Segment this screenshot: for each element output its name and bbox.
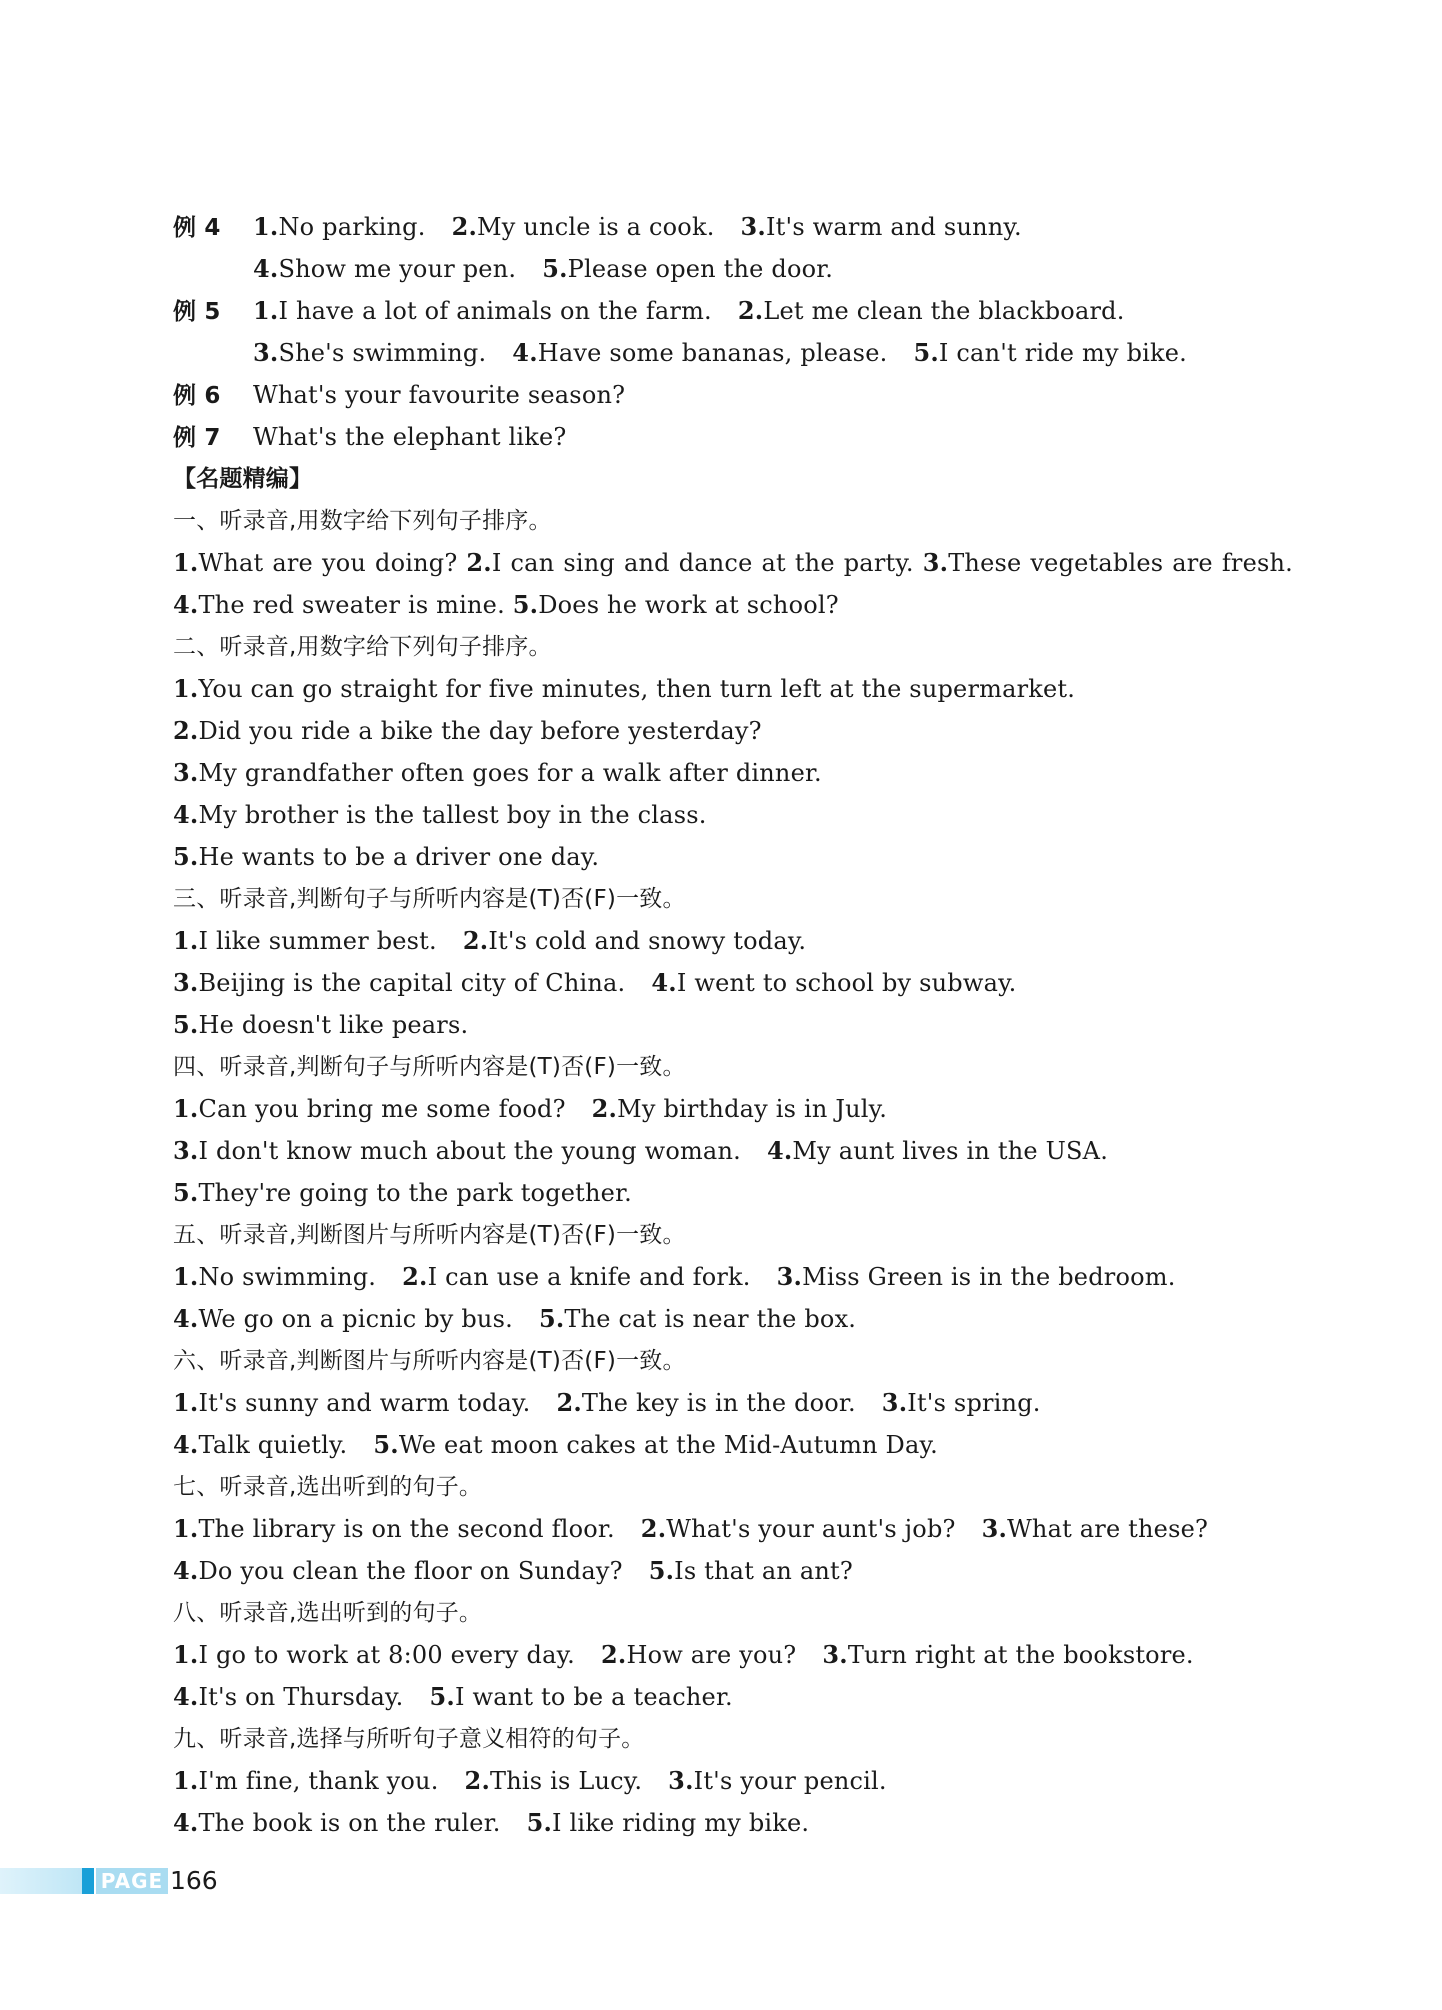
example-4-line-2 xyxy=(173,248,1293,290)
part-4-line-3 xyxy=(173,1172,1293,1214)
part-2-line-2 xyxy=(173,710,1293,752)
part-7-line-1 xyxy=(173,1508,1293,1550)
sentence: 3.Turn right at the bookstore. xyxy=(822,1640,1194,1669)
sentence: 2.What's your aunt's job? xyxy=(640,1514,956,1543)
sentence: 2.My uncle is a cook. xyxy=(451,212,715,241)
sentence: 3.Beijing is the capital city of China. xyxy=(173,968,626,997)
sentence: 5.Is that an ant? xyxy=(648,1556,853,1585)
part-4-line-2 xyxy=(173,1130,1293,1172)
sentence: 3.It's warm and sunny. xyxy=(740,212,1022,241)
sentence: 1.I go to work at 8:00 every day. xyxy=(173,1640,575,1669)
part-2-line-5 xyxy=(173,836,1293,878)
example-5-line-2 xyxy=(173,332,1293,374)
sentence: 2.Let me clean the blackboard. xyxy=(737,296,1125,325)
sentence: 2.I can use a knife and fork. xyxy=(402,1262,751,1291)
part-2-heading: 二、听录音,用数字给下列句子排序。 xyxy=(173,634,552,660)
sentence: 5.I can't ride my bike. xyxy=(913,338,1187,367)
example-label: 例 6 xyxy=(173,383,221,409)
sentence: 3.She's swimming. xyxy=(253,338,487,367)
part-5-line-2 xyxy=(173,1298,1293,1340)
sentence: 4.Talk quietly. xyxy=(173,1430,348,1459)
part-2-line-1 xyxy=(173,668,1293,710)
sentence: 2.The key is in the door. xyxy=(556,1388,856,1417)
sentence: What's your favourite season? xyxy=(253,381,626,409)
sentence: 4.My aunt lives in the USA. xyxy=(766,1136,1109,1165)
sentence: 4.I went to school by subway. xyxy=(651,968,1017,997)
part-3-line-1 xyxy=(173,920,1293,962)
section-title: 【名题精编】 xyxy=(173,466,313,492)
sentence: 5.He wants to be a driver one day. xyxy=(173,842,600,871)
part-4-line-1 xyxy=(173,1088,1293,1130)
page-content xyxy=(173,206,1293,1844)
sentence: 4.Do you clean the floor on Sunday? xyxy=(173,1556,623,1585)
part-6-line-1 xyxy=(173,1382,1293,1424)
example-4-line-1 xyxy=(173,206,1293,248)
sentence: 1.No parking. xyxy=(253,212,426,241)
part-8-line-2 xyxy=(173,1676,1293,1718)
sentence: 1.I have a lot of animals on the farm. xyxy=(253,296,712,325)
part-3-line-2 xyxy=(173,962,1293,1004)
sentence: 4.Have some bananas, please. xyxy=(512,338,888,367)
sentence: 1.Can you bring me some food? xyxy=(173,1094,566,1123)
sentence: 3.It's your pencil. xyxy=(668,1766,887,1795)
part-6-line-2 xyxy=(173,1424,1293,1466)
sentence: 4.Show me your pen. xyxy=(253,254,517,283)
part-8-heading: 八、听录音,选出听到的句子。 xyxy=(173,1600,483,1626)
sentence: 4.The book is on the ruler. xyxy=(173,1808,501,1837)
part-2-line-4 xyxy=(173,794,1293,836)
sentence: 2.It's cold and snowy today. xyxy=(462,926,807,955)
example-label: 例 7 xyxy=(173,425,221,451)
page-word-label: PAGE xyxy=(96,1868,168,1894)
sentence: 5.I want to be a teacher. xyxy=(429,1682,733,1711)
sentence: 4.It's on Thursday. xyxy=(173,1682,404,1711)
part-2-line-3 xyxy=(173,752,1293,794)
part-9-heading: 九、听录音,选择与所听句子意义相符的句子。 xyxy=(173,1726,645,1752)
part-6-heading: 六、听录音,判断图片与所听内容是(T)否(F)一致。 xyxy=(173,1348,686,1374)
sentence: 5.They're going to the park together. xyxy=(173,1178,632,1207)
part-3-line-3 xyxy=(173,1004,1293,1046)
sentence: 1.I'm fine, thank you. xyxy=(173,1766,439,1795)
example-6 xyxy=(173,374,1293,416)
sentence: 1.The library is on the second floor. xyxy=(173,1514,615,1543)
sentence: 2.How are you? xyxy=(600,1640,797,1669)
example-7 xyxy=(173,416,1293,458)
example-label: 例 4 xyxy=(173,215,221,241)
sentence: 5.I like riding my bike. xyxy=(526,1808,810,1837)
sentence: 1.I like summer best. xyxy=(173,926,437,955)
part-5-line-1 xyxy=(173,1256,1293,1298)
part-1-sentences: 1.What are you doing? 2.I can sing and dance at the party. 3.These vegetables are fresh. 4.The red sweater is mine. 5.Does he work at school? xyxy=(173,548,1294,619)
sentence: 3.My grandfather often goes for a walk after dinner. xyxy=(173,758,822,787)
sentence: 2.My birthday is in July. xyxy=(591,1094,888,1123)
sentence: 3.I don't know much about the young woman. xyxy=(173,1136,741,1165)
sentence: What's the elephant like? xyxy=(253,423,567,451)
part-8-line-1 xyxy=(173,1634,1293,1676)
page-footer xyxy=(0,1864,240,1896)
sentence: 5.We eat moon cakes at the Mid-Autumn Day. xyxy=(373,1430,938,1459)
sentence: 1.No swimming. xyxy=(173,1262,377,1291)
sentence: 5.Please open the door. xyxy=(542,254,834,283)
footer-accent-mark xyxy=(82,1868,94,1894)
part-3-heading: 三、听录音,判断句子与所听内容是(T)否(F)一致。 xyxy=(173,886,686,912)
sentence: 2.This is Lucy. xyxy=(464,1766,643,1795)
sentence: 1.You can go straight for five minutes, then turn left at the supermarket. xyxy=(173,674,1076,703)
example-5-line-1 xyxy=(173,290,1293,332)
sentence: 4.We go on a picnic by bus. xyxy=(173,1304,513,1333)
sentence: 3.Miss Green is in the bedroom. xyxy=(776,1262,1176,1291)
sentence: 1.It's sunny and warm today. xyxy=(173,1388,531,1417)
part-5-heading: 五、听录音,判断图片与所听内容是(T)否(F)一致。 xyxy=(173,1222,686,1248)
part-7-heading: 七、听录音,选出听到的句子。 xyxy=(173,1474,483,1500)
sentence: 4.My brother is the tallest boy in the class. xyxy=(173,800,707,829)
footer-decoration-bar xyxy=(0,1868,82,1894)
part-7-line-2 xyxy=(173,1550,1293,1592)
page-number: 166 xyxy=(170,1866,218,1895)
part-1-heading: 一、听录音,用数字给下列句子排序。 xyxy=(173,508,552,534)
sentence: 5.He doesn't like pears. xyxy=(173,1010,469,1039)
sentence: 3.What are these? xyxy=(981,1514,1209,1543)
example-label: 例 5 xyxy=(173,299,221,325)
part-9-line-2 xyxy=(173,1802,1293,1844)
part-4-heading: 四、听录音,判断句子与所听内容是(T)否(F)一致。 xyxy=(173,1054,686,1080)
part-9-line-1 xyxy=(173,1760,1293,1802)
sentence: 3.It's spring. xyxy=(881,1388,1041,1417)
sentence: 5.The cat is near the box. xyxy=(538,1304,857,1333)
sentence: 2.Did you ride a bike the day before yesterday? xyxy=(173,716,762,745)
